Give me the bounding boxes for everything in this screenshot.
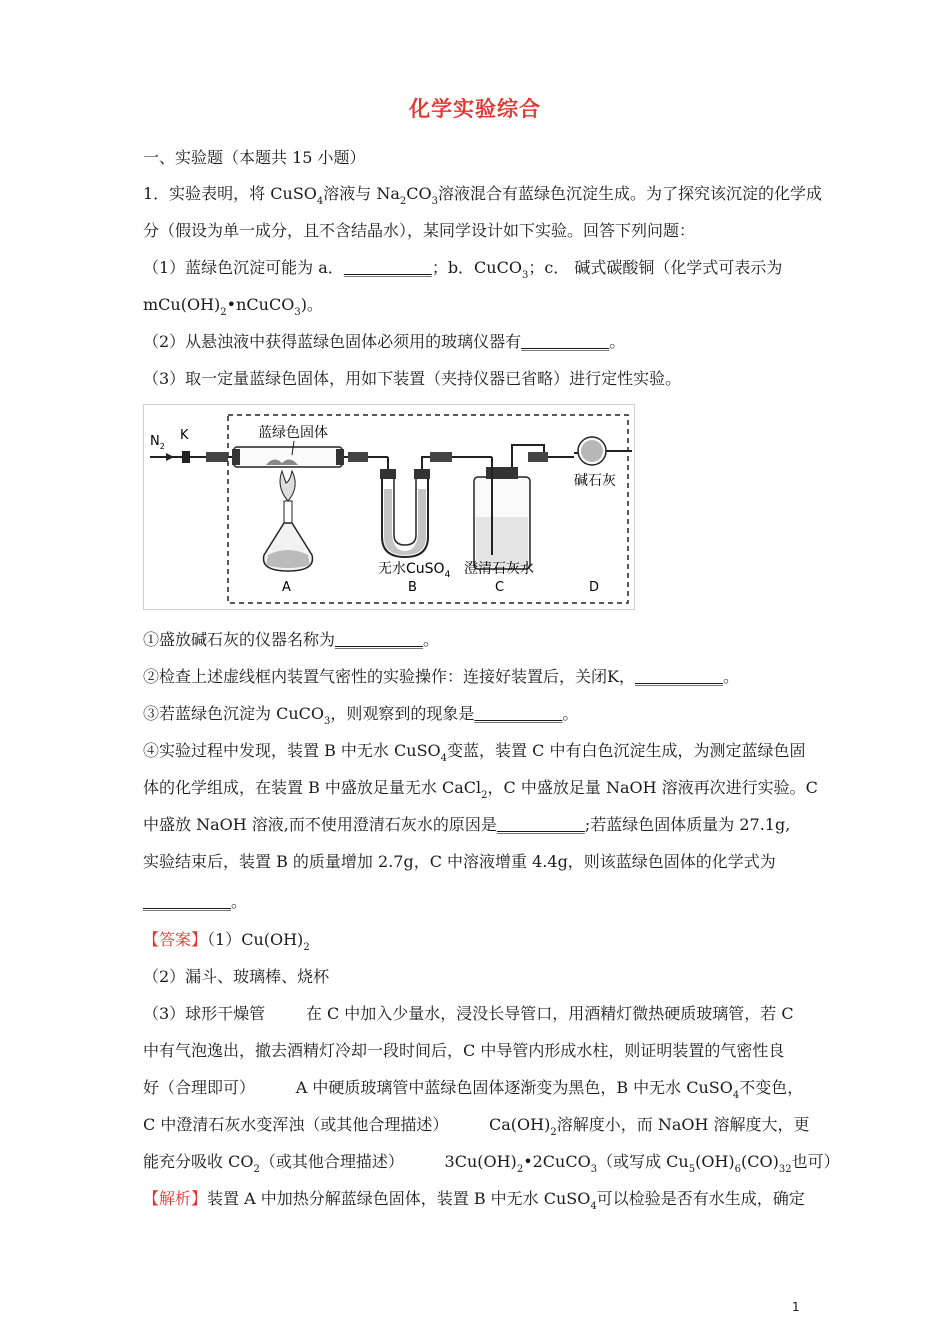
analysis-tag: 【解析】	[143, 1189, 208, 1208]
sub-question: ④实验过程中发现，装置 B 中无水 CuSO$_4$变蓝，装置 C 中有白色沉淀生成，为测定蓝绿色固	[143, 741, 806, 764]
question-line: 1．实验表明，将 CuSO$_4$溶液与 $Na_2CO_3$溶液混合有蓝绿色沉淀生成。为了探究该沉淀的化学成	[143, 184, 823, 207]
answer-blank: ___________	[474, 704, 563, 723]
sub-question: 实验结束后，装置 B 的质量增加 2.7g，C 中溶液增重 4.4g，则该蓝绿色固体的化学式为	[143, 852, 776, 871]
valve-icon	[182, 451, 190, 463]
soda-lime-label: 碱石灰	[574, 473, 616, 489]
answer-blank: ___________	[143, 892, 231, 911]
answer-blank: ___________	[521, 332, 610, 351]
letter-a: A	[282, 580, 291, 595]
sub-question: 体的化学组成，在装置 B 中盛放足量无水 CaCl$_2$，C 中盛放足量 NaOH 溶液再次进行实验。C	[143, 778, 818, 801]
limewater	[476, 517, 528, 567]
stopper	[232, 449, 240, 465]
answer-line: 【答案】$(1)Cu(OH)_2$	[143, 930, 310, 953]
answer-blank: ___________	[343, 258, 432, 277]
rubber-tubing	[528, 452, 548, 462]
limewater-label: 澄清石灰水	[464, 561, 534, 577]
stopper	[336, 449, 344, 465]
answer-blank: ___________	[335, 630, 424, 649]
page-number: 1	[792, 1300, 800, 1314]
soda-lime-icon	[581, 440, 603, 462]
sub-question: ③若蓝绿色沉淀为 CuCO$_3$，则观察到的现象是___________。	[143, 704, 579, 727]
question-line: 分（假设为单一成分，且不含结晶水），某同学设计如下实验。回答下列问题：	[143, 221, 696, 240]
sub-question: 中盛放 NaOH 溶液,而不使用澄清石灰水的原因是___________;若蓝绿色固体质量为 27.1g,	[143, 815, 791, 834]
sub-question: ①盛放碱石灰的仪器名称为___________。	[143, 630, 440, 649]
page-title: 化学实验综合	[409, 97, 541, 121]
answer-blank: ___________	[496, 815, 585, 834]
answer-line: C 中澄清石灰水变浑浊（或其他合理描述） $Ca(OH)_2$溶解度小，而 NaOH 溶解度大，更	[143, 1115, 810, 1138]
answer-line: 中有气泡逸出，撤去酒精灯冷却一段时间后，C 中导管内形成水柱，则证明装置的气密性良	[143, 1041, 785, 1060]
solid-label: 蓝绿色固体	[258, 425, 328, 441]
cuso4-label: 无水CuSO$_4$	[378, 561, 451, 580]
answer-line: （3）球形干燥管 在 C 中加入少量水，浸没长导管口，用酒精灯微热硬质玻璃管，若 C	[143, 1004, 794, 1023]
wick	[284, 501, 292, 523]
valve-label: K	[180, 428, 189, 443]
stopper	[486, 467, 518, 479]
stopper	[414, 469, 430, 479]
rubber-tubing	[430, 452, 452, 462]
flame-icon	[280, 471, 295, 501]
flow-arrow-icon	[166, 453, 174, 461]
question-line: （3）取一定量蓝绿色固体，用如下装置（夹持仪器已省略）进行定性实验。	[143, 369, 682, 388]
stopper	[380, 469, 396, 479]
apparatus-svg	[144, 405, 634, 609]
letter-c: C	[495, 580, 505, 595]
letter-d: D	[589, 580, 600, 595]
gas-label: $N_2$	[150, 434, 165, 451]
u-tube-inner	[394, 477, 416, 545]
answer-line: （2）漏斗、玻璃棒、烧杯	[143, 967, 330, 986]
answer-blank: ___________	[634, 667, 723, 686]
analysis-line: 【解析】装置 A 中加热分解蓝绿色固体，装置 B 中无水 CuSO$_4$可以检验是否有水生成，确定	[143, 1189, 805, 1212]
letter-b: B	[408, 580, 417, 595]
question-line: （1）蓝绿色沉淀可能为 a．___________；b．CuCO$_3$；c． 碱式碳酸铜（化学式可表示为	[143, 258, 783, 281]
apparatus-diagram	[143, 404, 635, 610]
rubber-tubing	[206, 452, 228, 462]
question-line: $mCu(OH)_2•nCuCO_3$)。	[143, 295, 323, 318]
sub-question: ②检查上述虚线框内装置气密性的实验操作：连接好装置后，关闭K，___________。	[143, 667, 739, 686]
sub-question: ___________。	[143, 892, 248, 911]
section-heading: 一、实验题（本题共 15 小题）	[143, 148, 366, 167]
question-line: （2）从悬浊液中获得蓝绿色固体必须用的玻璃仪器有___________。	[143, 332, 626, 351]
rubber-tubing	[348, 452, 368, 462]
answer-line: 能充分吸收 $CO_2$（或其他合理描述） $3Cu(OH)_2•2CuCO_3$（或写成 $Cu_5(OH)_6(CO)_{32}$也可）	[143, 1152, 840, 1175]
answer-tag: 【答案】	[143, 930, 208, 949]
answer-line: 好（合理即可） A 中硬质玻璃管中蓝绿色固体逐渐变为黑色，B 中无水 CuSO$_4$不变色，	[143, 1078, 804, 1101]
